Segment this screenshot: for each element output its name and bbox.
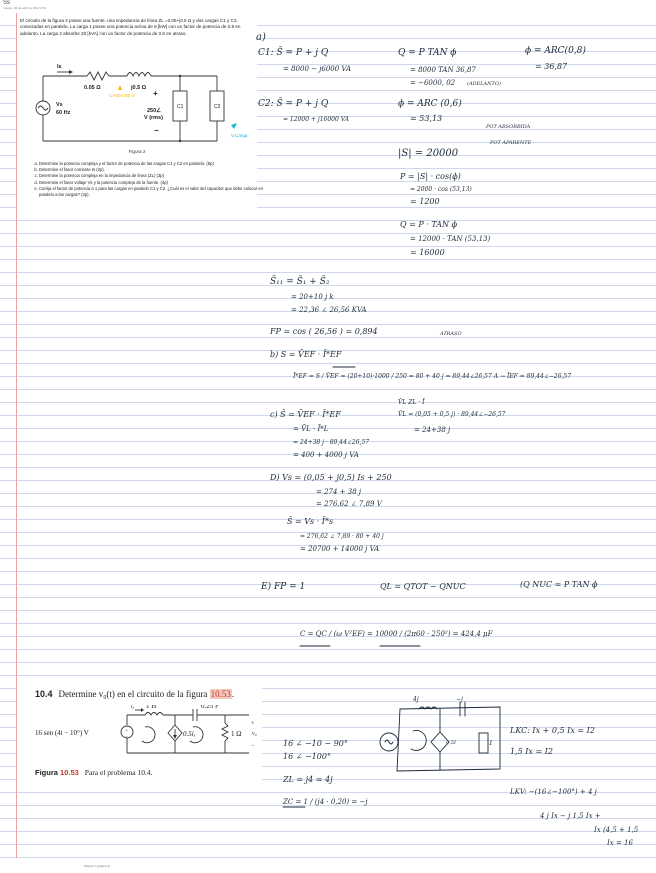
page-footer	[0, 858, 656, 873]
note-c2-q-val1: = 12000 · TAN (53,13)	[410, 235, 491, 243]
note-p2-l2: 16 ∠ −100°	[283, 752, 331, 761]
note-e-line1: E) FP = 1	[261, 582, 306, 592]
problem2-title-text: Determine v₀(t) en el circuito de la figura	[58, 689, 208, 699]
app-name: Ss	[3, 0, 11, 6]
caption-word: Figura	[35, 768, 58, 777]
note-p2-r1: LKC: Ix + 0,5 Ix = I2	[510, 726, 595, 735]
note-p2-minus-j: −j	[456, 696, 463, 703]
note-sum-s: S̄₁₁ = S̄₁ + S̄₂	[270, 277, 330, 287]
label-load-voltage: 250∠	[147, 108, 162, 114]
note-c1-phi-val: = 36,87	[535, 62, 568, 71]
label-plus: +	[153, 89, 158, 98]
note-p2-r6: Ix = 16	[607, 839, 633, 847]
note-p2-r: 1	[489, 740, 493, 747]
p2-source-minus: −	[125, 735, 128, 740]
p2-ix-label: iₓ	[131, 705, 135, 710]
note-sum-val2: = 22,36 ∠ 26,56 KVA	[291, 306, 367, 314]
note-d-line4: Ŝ = Vs · Ī*s	[287, 517, 334, 526]
note-c2-abs: |S| = 20000	[398, 148, 459, 159]
p2-dep-source-label: 0.5iₓ	[183, 730, 196, 738]
note-c2-p-val1: = 2000 · cos (53,13)	[410, 186, 472, 193]
note-p2-4j: 4j	[413, 696, 419, 703]
p2-vo-label: v₀	[252, 731, 257, 737]
p2-source-label: 16 sen (4t − 10°) V	[35, 729, 89, 737]
p2-inductor-label: 1 H	[146, 705, 157, 710]
p2-resistor-label: 1 Ω	[231, 730, 242, 738]
question-b: b. Determine el fasor corriente Is (2p).	[39, 167, 265, 173]
page-number: Página 1 (página 1)	[84, 864, 111, 868]
note-p2-r3: LKV: −(16∠−100°) + 4 j	[510, 788, 597, 796]
problem2-caption-label	[35, 768, 79, 777]
note-d-line3: = 276,62 ∠ 7,89 V	[316, 500, 382, 508]
problem2-title	[35, 689, 234, 699]
note-fp-atraso: ATRASO	[440, 331, 462, 337]
note-c2-s-val: = 12000 + j16000 VA	[283, 116, 349, 123]
question-d: d. Determine el fasor voltaje Vs y la potencia compleja de la fuente. (4p)	[39, 180, 265, 186]
problem2-caption	[35, 768, 152, 777]
problem1-statement: El circuito de la figura 2 posee una fuente, una impedancia de línea ZL =0.05+j0.5 Ω y dos cargas C1 y C2, conectadas en paralelo. La carga 1 posee una potencia activa de 8 [kW] con un factor de potencia de 0.8 en adelanto. La carga 2 absorbe 20 [kVA] con un factor de potencia de 0.6 en atraso.	[20, 18, 241, 36]
note-c-side1: V̄L ZL · Ī	[398, 399, 425, 406]
label-vs: Vs	[56, 102, 63, 108]
note-c1-s: C1: S̄ = P + j Q	[258, 48, 329, 58]
note-c-line1: c) Ŝ = V̄EF · Ī*EF	[270, 410, 341, 419]
problem2-caption-text: Para el problema 10.4.	[84, 768, 153, 777]
note-c1-q: Q = P TAN ϕ	[398, 48, 457, 58]
question-a: a. Determine la potencia compleja y el factor de potencia de las cargas C1 y C2 en paralelo. (8p)	[39, 161, 265, 167]
p2-source-plus: +	[125, 729, 128, 734]
note-c2-p: P = |S| · cos(ϕ)	[400, 172, 461, 181]
note-d-line5: = 276,62 ∠ 7,89 · 80 + 40 j	[300, 533, 384, 540]
note-e-line2: QL = QTOT − QNUC	[380, 582, 466, 591]
question-e: e. Corrija el factor de potencia a 1 para las cargas en paralelo C1 y C2. ¿Cuál es el valor del capacitor que debe colocar en paralelo a las cargas? (3p).	[39, 186, 265, 198]
note-c-line3: = 24+38 j · 89,44∠26,57	[293, 439, 370, 446]
note-c1-q-note: (ADELANTO)	[467, 81, 501, 87]
p2-capacitor-label: 0.25 F	[201, 705, 219, 710]
note-d-line6: = 20700 + 14000 j VA	[300, 545, 380, 553]
note-c1-s-val: = 8000 − j6000 VA	[283, 65, 352, 73]
problem2-number: 10.4	[35, 689, 53, 699]
p2-vo-minus: −	[251, 743, 255, 749]
note-a-label: a)	[256, 32, 266, 43]
note-e-line3: (Q NUC = P TAN ϕ	[520, 580, 598, 589]
note-e-line4: C = QC / (ω V²EF) = 10000 / (2π60 · 250²) = 424,4 μF	[300, 630, 493, 638]
note-pot-absorbida: POT ABSORBIDA	[486, 124, 531, 130]
note-c2-q: Q = P · TAN ϕ	[400, 220, 458, 229]
note-b-line2: Ī*EF = S / V̄EF = (20+10)·1000 / 250 = 80 + 40 j = 89,44∠26,57 A → ĪEF = 89,44∠−26,57	[293, 373, 572, 380]
note-d-line2: = 274 + 38 j	[316, 488, 362, 496]
note-b-line1: b) S = V̄EF · Ī*EF	[270, 350, 342, 359]
page-date: martes, 26 de abril de 2022 9:51	[3, 6, 47, 10]
caption-num: 10.53	[60, 768, 79, 777]
note-c-side3: = 24+38 j	[414, 426, 451, 434]
note-p2-r2: 1,5 Ix = I2	[510, 747, 553, 756]
annotation-caida: CAIDA DE V	[109, 93, 135, 98]
label-freq: 60 Hz	[56, 110, 71, 116]
note-p2-l3: ZL = j4 = 4j	[283, 775, 333, 784]
question-c: c. Determine la potencia compleja en la impedancia de línea (ZL) (3p)	[39, 173, 265, 179]
label-load-unit: V (rms)	[144, 115, 163, 121]
note-c2-phi-val: = 53,13	[410, 114, 443, 123]
note-c2-s: C2: S̄ = P + j Q	[258, 99, 329, 109]
note-p2-l1: 16 ∠ −10 − 90°	[283, 739, 348, 748]
note-c2-p-val2: = 1200	[410, 197, 440, 206]
label-c2: C2	[214, 104, 221, 110]
label-is: Is	[57, 64, 62, 70]
p2-vo-plus: +	[251, 721, 255, 727]
label-inductor: j0.5 Ω	[131, 85, 147, 91]
label-resistor: 0.05 Ω	[84, 85, 101, 91]
figure2-caption: Figura 2	[128, 149, 146, 154]
note-c-side2: V̄L = (0,05 + 0,5 j) · 89,44∠−26,57	[398, 411, 506, 418]
note-c-line4: = 400 + 4000 j VA	[293, 451, 359, 459]
note-c1-q-val2: = −6000, 02	[410, 79, 456, 87]
note-p2-dep: 0,5I	[446, 740, 456, 746]
note-p2-l4: ZC = 1 / (j4 · 0,20) = −j	[283, 798, 368, 806]
annotation-vcarga: V.Carga	[231, 133, 248, 138]
problem2-figure-ref: 10.53	[210, 689, 231, 699]
note-sum-val1: = 20+10 j k	[291, 293, 334, 301]
problem2-block	[17, 683, 262, 783]
problem2-period: .	[231, 689, 235, 699]
note-c1-q-val1: = 8000 TAN 36,87	[410, 66, 476, 74]
note-c-line2: = V̄L · Ī*L	[293, 425, 329, 433]
label-c1: C1	[177, 104, 184, 110]
problem2-circuit	[17, 705, 262, 765]
note-c1-phi: ϕ = ARC(0,8)	[525, 46, 586, 56]
note-p2-r4: 4 j Ix − j 1,5 Ix +	[540, 812, 601, 820]
note-pot-aparente: POT APARENTE	[490, 140, 532, 146]
note-p2-r5: Ix (4,5 + 1,5	[594, 826, 639, 834]
note-c2-q-val2: = 16000	[410, 248, 445, 257]
label-minus: −	[154, 126, 159, 135]
note-d-line1: D) Vs = (0,05 + j0,5) Is + 250	[270, 473, 392, 482]
note-fp: FP = cos ( 26,56 ) = 0,894	[270, 327, 378, 336]
note-c2-phi: ϕ = ARC (0,6)	[398, 99, 462, 109]
